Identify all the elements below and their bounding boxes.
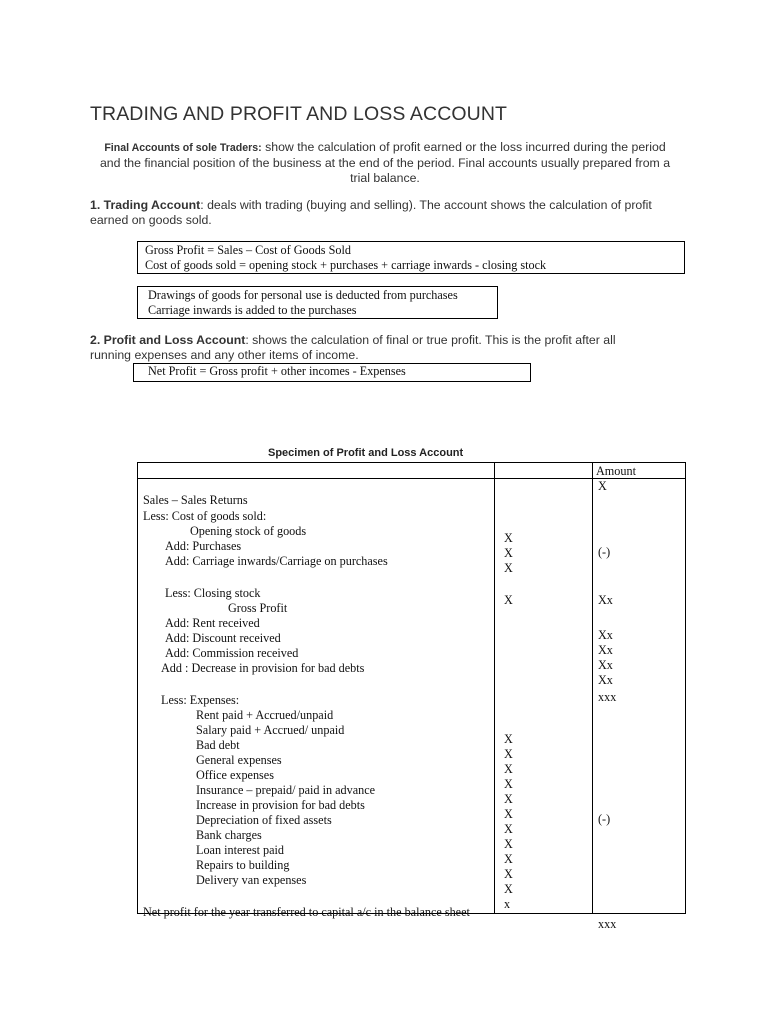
subtotal-mark: X [504, 822, 513, 836]
trading-heading: 1. Trading Account [90, 198, 201, 212]
formula-line: Cost of goods sold = opening stock + purchases + carriage inwards - closing stock [145, 258, 547, 272]
formula-line: Carriage inwards is added to the purchases [148, 303, 357, 317]
subtotal-mark: X [504, 747, 513, 761]
amount-value: (-) [598, 812, 611, 826]
amount-header: Amount [596, 464, 636, 478]
description-line: Depreciation of fixed assets [196, 813, 332, 827]
description-line: Increase in provision for bad debts [196, 798, 365, 812]
description-line: Add: Rent received [165, 616, 260, 630]
specimen-title: Specimen of Profit and Loss Account [268, 447, 464, 459]
profit-loss-line-2: running expenses and any other items of income. [90, 348, 359, 362]
trading-account-paragraph [90, 198, 690, 228]
description-column [138, 479, 495, 919]
intro-line-2: and the financial position of the business at the end of the period. Final accounts usually prepared from a [99, 156, 671, 170]
amount-value: xxx [598, 690, 617, 704]
subtotal-mark: X [504, 792, 513, 806]
formula-line: Drawings of goods for personal use is deducted from purchases [148, 288, 458, 302]
description-line: Repairs to building [196, 858, 290, 872]
description-line: Salary paid + Accrued/ unpaid [196, 723, 345, 737]
subtotal-mark: X [504, 561, 513, 575]
description-line: Less: Closing stock [165, 586, 261, 600]
description-line: Gross Profit [228, 601, 288, 615]
formula-box-gross-profit [137, 241, 685, 274]
description-line: Add : Decrease in provision for bad debts [161, 661, 365, 675]
profit-loss-line-1: : shows the calculation of final or true profit. This is the profit after all [245, 333, 616, 347]
subtotal-mark: X [504, 732, 513, 746]
formula-box-net-profit [133, 363, 531, 382]
subtotal-mark: X [504, 852, 513, 866]
profit-loss-heading: 2. Profit and Loss Account [90, 333, 246, 347]
description-line: Less: Cost of goods sold: [143, 509, 267, 523]
description-line: Insurance – prepaid/ paid in advance [196, 783, 376, 797]
intro-paragraph [90, 140, 680, 186]
description-line: Add: Commission received [165, 646, 299, 660]
amount-value: Xx [598, 593, 613, 607]
description-line: Add: Discount received [165, 631, 281, 645]
subtotal-mark: X [504, 882, 513, 896]
formula-box-drawings [137, 286, 498, 319]
header-empty-cell [138, 463, 495, 479]
subtotal-mark: X [504, 837, 513, 851]
amount-value: Xx [598, 628, 613, 642]
description-line: Office expenses [196, 768, 274, 782]
description-line: Loan interest paid [196, 843, 284, 857]
subtotal-column [495, 479, 593, 914]
description-line: Net profit for the year transferred to capital a/c in the balance sheet [143, 905, 470, 919]
description-line: General expenses [196, 753, 282, 767]
description-line: Opening stock of goods [190, 524, 307, 538]
description-line: Sales – Sales Returns [143, 493, 248, 507]
amount-value: (-) [598, 545, 611, 559]
page-title: TRADING AND PROFIT AND LOSS ACCOUNT [90, 103, 508, 125]
description-line: Add: Carriage inwards/Carriage on purchases [165, 554, 388, 568]
description-line: Delivery van expenses [196, 873, 307, 887]
subtotal-mark: X [504, 546, 513, 560]
description-line: Add: Purchases [165, 539, 242, 553]
formula-line: Gross Profit = Sales – Cost of Goods Sold [145, 243, 351, 257]
subtotal-mark: X [504, 531, 513, 545]
intro-line-3: trial balance. [350, 171, 420, 185]
intro-line-1: show the calculation of profit earned or the loss incurred during the period [261, 140, 666, 154]
subtotal-mark: X [504, 593, 513, 607]
description-line: Rent paid + Accrued/unpaid [196, 708, 334, 722]
amount-column [593, 479, 686, 931]
profit-loss-paragraph [90, 333, 690, 363]
subtotal-mark: X [504, 777, 513, 791]
subtotal-mark: x [504, 897, 511, 911]
subtotal-mark: X [504, 867, 513, 881]
subtotal-mark: X [504, 807, 513, 821]
amount-value: Xx [598, 643, 613, 657]
subtotal-mark: X [504, 762, 513, 776]
specimen-table [137, 462, 686, 931]
intro-bold-label: Final Accounts of sole Traders: [104, 142, 262, 154]
trading-line-2: earned on goods sold. [90, 213, 212, 227]
description-line: Bad debt [196, 738, 240, 752]
amount-value: Xx [598, 673, 613, 687]
amount-value: X [598, 479, 607, 493]
description-line: Bank charges [196, 828, 262, 842]
formula-line: Net Profit = Gross profit + other incomes - Expenses [148, 364, 406, 378]
trading-line-1: : deals with trading (buying and selling). The account shows the calculation of profit [200, 198, 652, 212]
amount-value: xxx [598, 917, 617, 931]
description-line: Less: Expenses: [161, 693, 240, 707]
amount-value: Xx [598, 658, 613, 672]
amount-header-cell [593, 463, 686, 479]
header-empty-cell [495, 463, 593, 479]
